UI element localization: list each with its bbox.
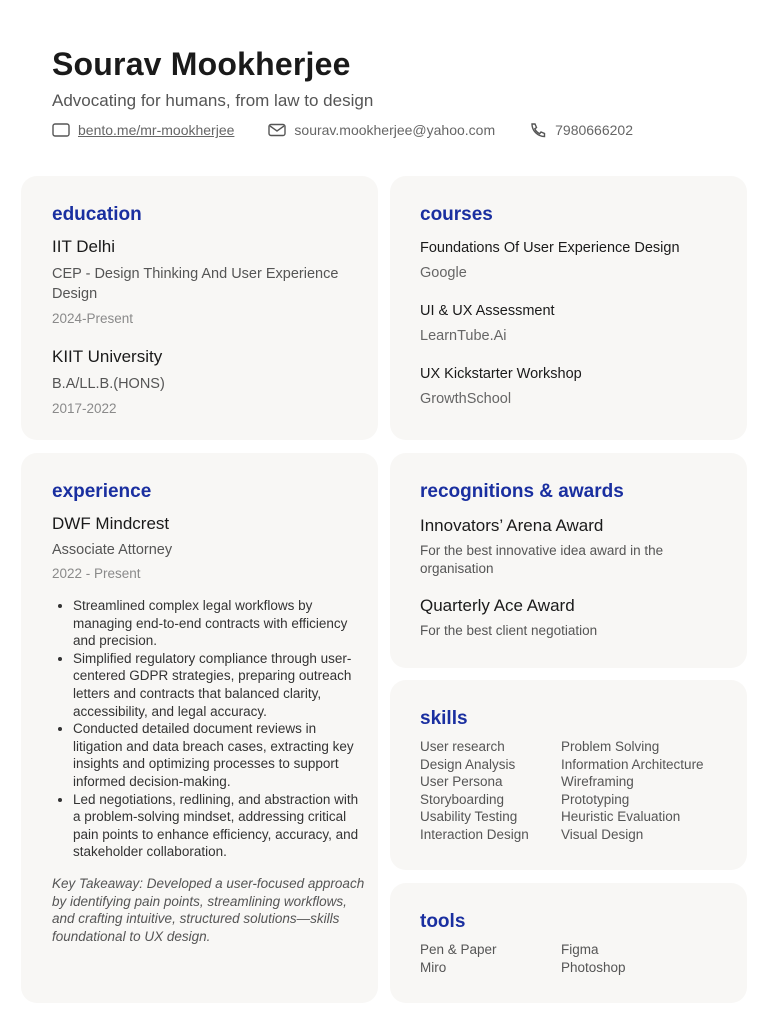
skill-item: Interaction Design: [420, 826, 529, 842]
course-item: [420, 238, 717, 283]
job-role: Associate Attorney: [52, 542, 173, 558]
tools-card: [390, 883, 747, 1003]
education-item: [52, 346, 348, 418]
experience-title: experience: [52, 481, 152, 502]
school-name: KIIT University: [52, 347, 163, 366]
skill-item: User Persona: [420, 774, 503, 790]
person-name: Sourav Mookherjee: [52, 46, 351, 82]
skill-item: User research: [420, 739, 505, 754]
phone-icon: [529, 122, 547, 138]
resume-header: [52, 44, 667, 138]
skill-item: Wireframing: [561, 774, 634, 790]
course-provider: GrowthSchool: [420, 391, 512, 407]
education-title: education: [52, 204, 142, 225]
skill-item: Design Analysis: [420, 756, 516, 772]
award-name: Quarterly Ace Award: [420, 596, 575, 616]
tool-item: Miro: [420, 959, 447, 975]
school-name: IIT Delhi: [52, 237, 115, 256]
education-dates: 2017-2022: [52, 401, 117, 416]
email-text: sourav.mookherjee@yahoo.com: [294, 122, 496, 138]
phone-contact[interactable]: [529, 122, 633, 138]
list-item: • Streamlined complex legal workflows by managing end-to-end contracts with efficiency and precision.: [73, 597, 366, 650]
course-item: [420, 364, 717, 409]
experience-card: [21, 453, 378, 1003]
degree: CEP - Design Thinking And User Experience Design: [52, 266, 339, 302]
company-name: DWF Mindcrest: [52, 514, 170, 533]
tools-column: [420, 941, 561, 976]
skills-title: skills: [420, 708, 468, 729]
skill-item: Storyboarding: [420, 791, 505, 807]
tool-item: Figma: [561, 942, 599, 957]
skills-list: [420, 738, 717, 844]
portfolio-contact[interactable]: [52, 122, 234, 138]
award-description: For the best client negotiation: [420, 623, 598, 639]
tagline: Advocating for humans, from law to design: [52, 91, 374, 110]
degree: B.A/LL.B.(HONS): [52, 376, 165, 392]
browser-icon: [52, 122, 70, 138]
skills-card: [390, 680, 747, 870]
skills-column: [561, 738, 717, 844]
award-item: [420, 595, 727, 640]
list-item: • Led negotiations, redlining, and abstraction with a problem-solving mindset, addressing critical pain points to enhance efficiency, accuracy, and stakeholder collaboration.: [73, 791, 366, 861]
course-name: UI & UX Assessment: [420, 303, 555, 319]
skill-item: Problem Solving: [561, 739, 660, 754]
tools-list: [420, 941, 717, 976]
list-item: • Conducted detailed document reviews in litigation and data breach cases, extracting key insights and optimizing processes to support informed decision-making.: [73, 720, 366, 790]
course-provider: Google: [420, 265, 467, 281]
skill-item: Information Architecture: [561, 756, 704, 772]
award-description: For the best innovative idea award in the organisation: [420, 543, 664, 576]
phone-text: 7980666202: [555, 122, 633, 138]
key-takeaway: Key Takeaway: Developed a user-focused approach by identifying pain points, streamlining workflows, and crafting intuitive, structured solutions—skills foundational to UX design.: [52, 875, 365, 944]
award-item: [420, 515, 727, 577]
skill-item: Visual Design: [561, 826, 644, 842]
award-name: Innovators’ Arena Award: [420, 516, 604, 535]
skill-item: Prototyping: [561, 791, 630, 807]
tools-column: [561, 941, 717, 976]
course-provider: LearnTube.Ai: [420, 328, 507, 344]
course-name: Foundations Of User Experience Design: [420, 240, 680, 256]
education-dates: 2024-Present: [52, 311, 134, 326]
skill-item: Usability Testing: [420, 809, 518, 825]
awards-title: recognitions & awards: [420, 481, 624, 502]
courses-title: courses: [420, 204, 493, 225]
courses-card: [390, 176, 747, 440]
experience-bullets: [52, 597, 366, 861]
list-item: • Simplified regulatory compliance through user-centered GDPR strategies, preparing outreach letters and contracts that balanced clarity, accessibility, and legal accuracy.: [73, 650, 366, 720]
awards-card: [390, 453, 747, 668]
experience-dates: 2022 - Present: [52, 566, 141, 581]
education-item: [52, 236, 348, 328]
skill-item: Heuristic Evaluation: [561, 809, 681, 825]
tool-item: Photoshop: [561, 959, 626, 975]
course-item: [420, 301, 717, 346]
contact-row: [52, 122, 667, 138]
tool-item: Pen & Paper: [420, 942, 497, 957]
email-contact[interactable]: [268, 122, 495, 138]
education-card: [21, 176, 378, 440]
course-name: UX Kickstarter Workshop: [420, 366, 582, 382]
portfolio-link[interactable]: bento.me/mr-mookherjee: [78, 122, 235, 138]
mail-icon: [268, 122, 286, 138]
tools-title: tools: [420, 911, 466, 932]
skills-column: [420, 738, 561, 844]
